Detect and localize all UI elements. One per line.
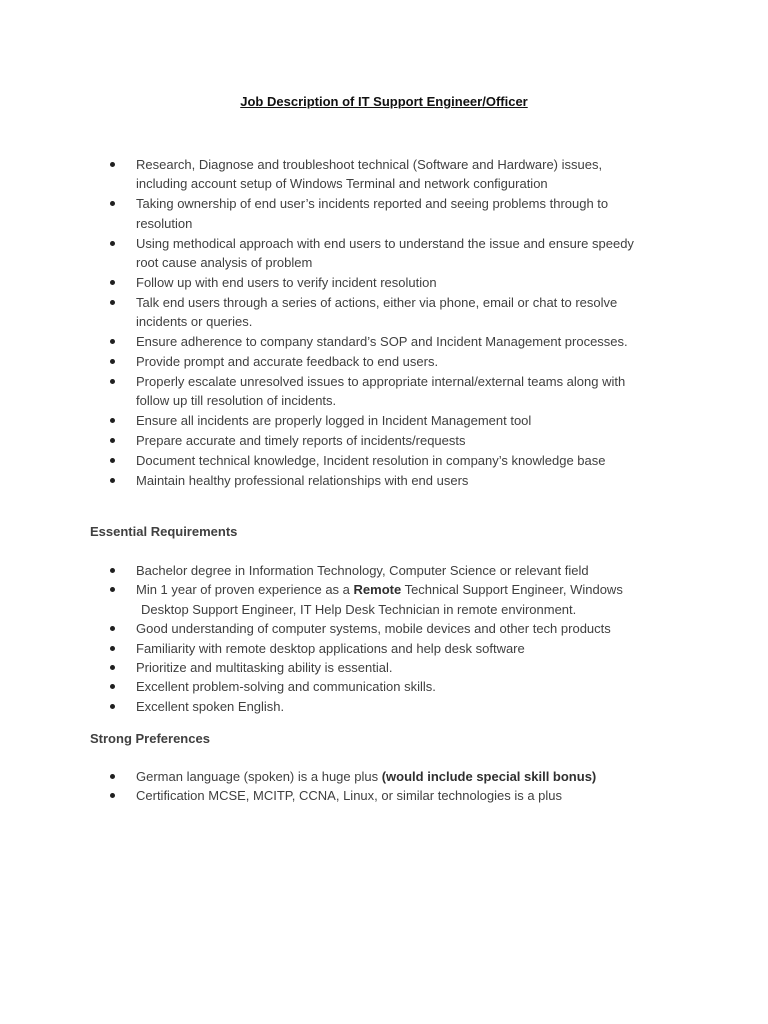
bullet-icon bbox=[110, 704, 115, 709]
requirement-item: Min 1 year of proven experience as a Remote Technical Support Engineer, Windows Desktop Support Engineer, IT Help Desk Technician in remote environment. bbox=[110, 580, 680, 619]
requirement-item: Good understanding of computer systems, mobile devices and other tech products bbox=[110, 619, 680, 638]
essential-requirements-list bbox=[110, 561, 680, 716]
bullet-icon bbox=[110, 359, 115, 364]
duty-item: Ensure adherence to company standard’s SOP and Incident Management processes. bbox=[110, 332, 680, 351]
duty-item: Talk end users through a series of actions, either via phone, email or chat to resolve incidents or queries. bbox=[110, 293, 680, 332]
requirement-item: Prioritize and multitasking ability is essential. bbox=[110, 658, 680, 677]
bullet-icon bbox=[110, 774, 115, 779]
bullet-icon bbox=[110, 241, 115, 246]
bullet-icon bbox=[110, 201, 115, 206]
duty-item: Prepare accurate and timely reports of incidents/requests bbox=[110, 431, 680, 450]
bullet-icon bbox=[110, 438, 115, 443]
duty-item: Properly escalate unresolved issues to appropriate internal/external teams along with follow up till resolution of incidents. bbox=[110, 372, 680, 411]
preference-item: German language (spoken) is a huge plus (would include special skill bonus) bbox=[110, 767, 680, 786]
strong-preferences-list bbox=[110, 767, 680, 806]
requirement-item: Familiarity with remote desktop applications and help desk software bbox=[110, 639, 680, 658]
bullet-icon bbox=[110, 646, 115, 651]
duty-item: Document technical knowledge, Incident resolution in company’s knowledge base bbox=[110, 451, 680, 470]
requirement-item: Excellent spoken English. bbox=[110, 697, 680, 716]
document-title: Job Description of IT Support Engineer/Officer bbox=[240, 94, 528, 109]
bullet-icon bbox=[110, 300, 115, 305]
bullet-icon bbox=[110, 478, 115, 483]
bullet-icon bbox=[110, 684, 115, 689]
duty-item: Using methodical approach with end users to understand the issue and ensure speedy root cause analysis of problem bbox=[110, 234, 680, 273]
bullet-icon bbox=[110, 665, 115, 670]
duty-item: Maintain healthy professional relationships with end users bbox=[110, 471, 680, 490]
bullet-icon bbox=[110, 568, 115, 573]
bullet-icon bbox=[110, 339, 115, 344]
duties-list bbox=[110, 155, 680, 491]
duty-item: Research, Diagnose and troubleshoot technical (Software and Hardware) issues, including account setup of Windows Terminal and network configuration bbox=[110, 155, 680, 194]
requirement-item: Excellent problem-solving and communication skills. bbox=[110, 677, 680, 696]
bullet-icon bbox=[110, 626, 115, 631]
bullet-icon bbox=[110, 418, 115, 423]
preference-item: Certification MCSE, MCITP, CCNA, Linux, or similar technologies is a plus bbox=[110, 786, 680, 805]
bullet-icon bbox=[110, 793, 115, 798]
duty-item: Taking ownership of end user’s incidents reported and seeing problems through to resolution bbox=[110, 194, 680, 233]
duty-item: Ensure all incidents are properly logged in Incident Management tool bbox=[110, 411, 680, 430]
essential-requirements-heading: Essential Requirements bbox=[90, 524, 238, 539]
requirement-item: Bachelor degree in Information Technology, Computer Science or relevant field bbox=[110, 561, 680, 580]
bullet-icon bbox=[110, 162, 115, 167]
strong-preferences-heading: Strong Preferences bbox=[90, 731, 210, 746]
duty-item: Follow up with end users to verify incident resolution bbox=[110, 273, 680, 292]
bullet-icon bbox=[110, 280, 115, 285]
bullet-icon bbox=[110, 458, 115, 463]
bullet-icon bbox=[110, 379, 115, 384]
duty-item: Provide prompt and accurate feedback to end users. bbox=[110, 352, 680, 371]
bullet-icon bbox=[110, 587, 115, 592]
